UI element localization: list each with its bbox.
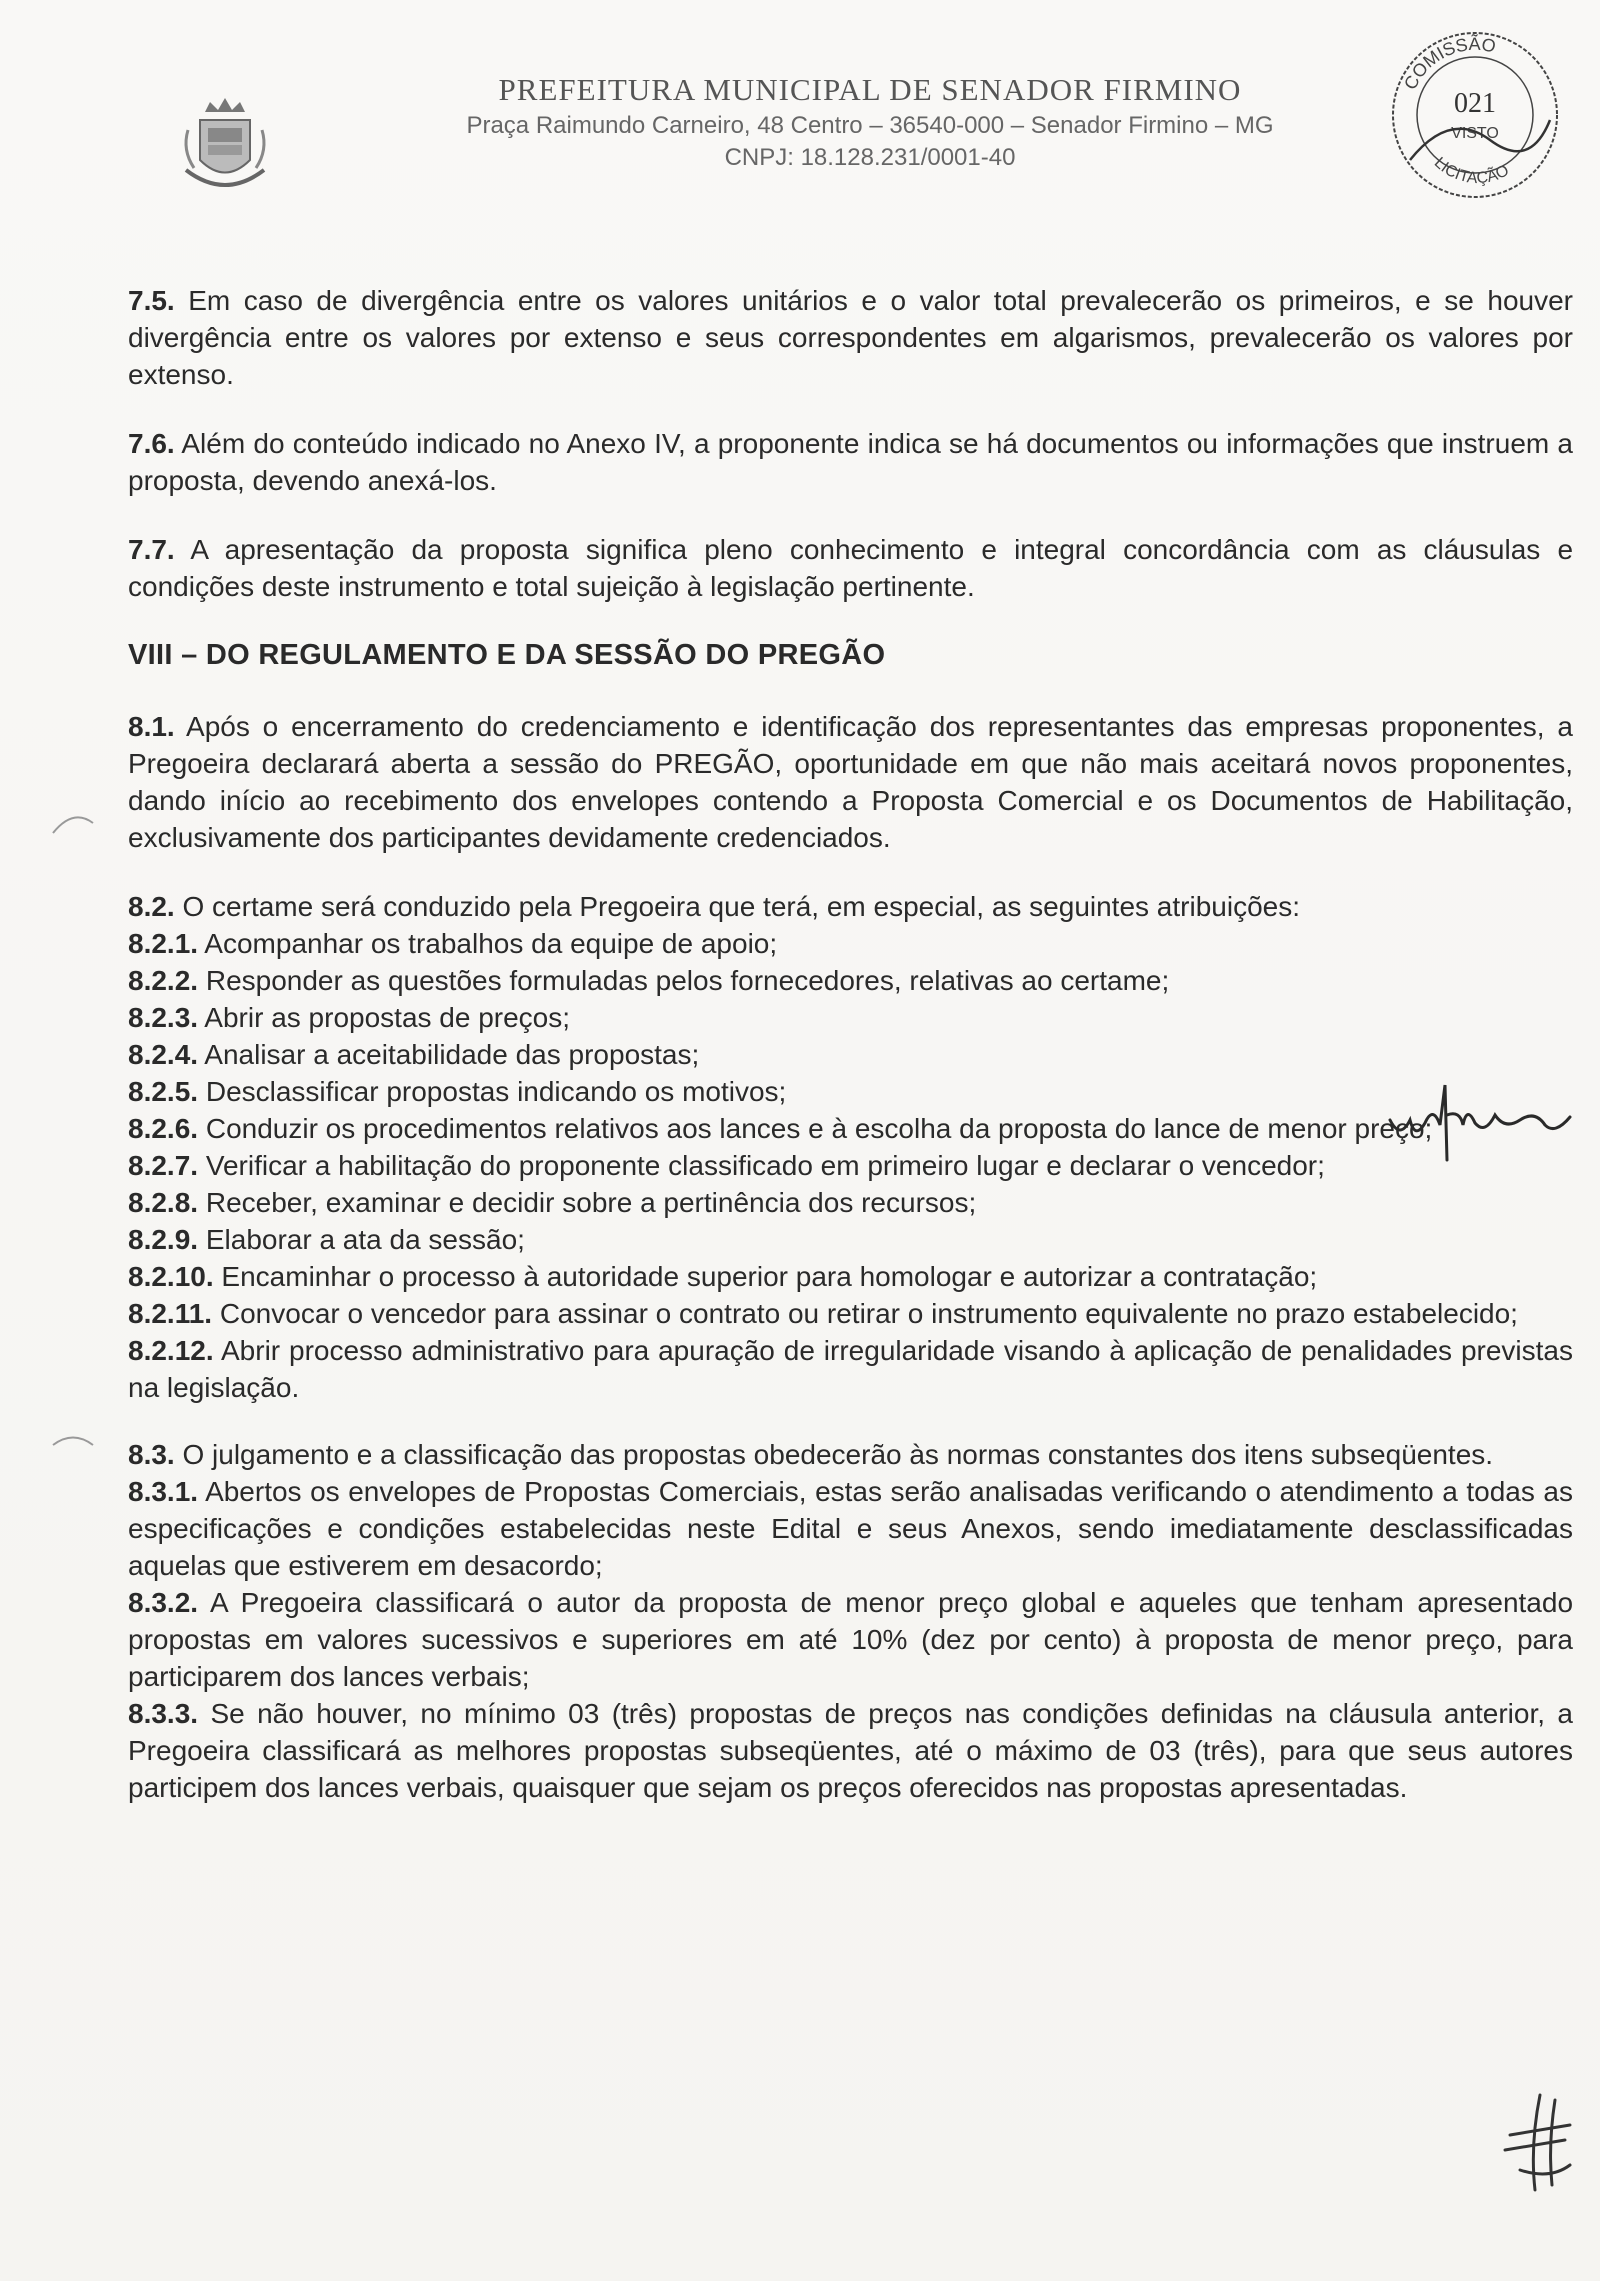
item-text: Conduzir os procedimentos relativos aos lances e à escolha da proposta do lance de menor preço;	[205, 1113, 1433, 1144]
item-text: Receber, examinar e decidir sobre a pertinência dos recursos;	[205, 1187, 977, 1218]
scan-margin-mark	[48, 1430, 98, 1460]
stamp-top-text: COMISSÃO	[1400, 33, 1498, 93]
item-number: 8.2.6.	[128, 1113, 199, 1144]
clause-text: O julgamento e a classificação das propostas obedecerão às normas constantes dos itens subseqüentes.	[182, 1439, 1494, 1470]
municipality-cnpj: CNPJ: 18.128.231/0001-40	[724, 144, 1016, 171]
list-item	[128, 1332, 1573, 1406]
item-number: 8.2.12.	[128, 1335, 214, 1366]
item-text: Abrir processo administrativo para apuração de irregularidade visando à aplicação de penalidades previstas na legislação.	[128, 1335, 1574, 1403]
clause-number: 8.1.	[128, 711, 175, 742]
stamp-bottom-text: LICITAÇÃO	[1430, 154, 1512, 188]
handwritten-initials-signature	[1385, 1065, 1575, 1175]
item-text: Verificar a habilitação do proponente classificado em primeiro lugar e declarar o vencedor;	[205, 1150, 1325, 1181]
clause-text: Além do conteúdo indicado no Anexo IV, a proponente indica se há documentos ou informações que instruem a proposta, devendo anexá-los.	[128, 428, 1573, 496]
item-text: Encaminhar o processo à autoridade superior para homologar e autorizar a contratação;	[221, 1261, 1318, 1292]
clause-number: 7.5.	[128, 285, 175, 316]
section-heading-viii: VIII – DO REGULAMENTO E DA SESSÃO DO PREGÃO	[128, 639, 886, 671]
item-text: Desclassificar propostas indicando os motivos;	[205, 1076, 787, 1107]
list-item	[128, 999, 1573, 1036]
item-text: Abertos os envelopes de Propostas Comerciais, estas serão analisadas verificando o atendimento a todas as especificações e condições estabelecidas neste Edital e seus Anexos, sendo imediatamente desclassificadas aquelas que estiverem em desacordo;	[128, 1476, 1573, 1581]
item-number: 8.2.8.	[128, 1187, 199, 1218]
item-text: Analisar a aceitabilidade das propostas;	[204, 1039, 700, 1070]
municipality-title: PREFEITURA MUNICIPAL DE SENADOR FIRMINO	[498, 72, 1242, 107]
handwritten-rubric-signature	[1500, 2085, 1580, 2195]
item-text: Convocar o vencedor para assinar o contrato ou retirar o instrumento equivalente no prazo estabelecido;	[219, 1298, 1518, 1329]
letterhead-text	[330, 70, 1410, 174]
clause-text: A apresentação da proposta significa pleno conhecimento e integral concordância com as cláusulas e condições deste instrumento e total sujeição à legislação pertinente.	[128, 534, 1574, 602]
municipality-address: Praça Raimundo Carneiro, 48 Centro – 36540-000 – Senador Firmino – MG	[466, 112, 1274, 139]
clause-number: 8.2.	[128, 891, 175, 922]
item-number: 8.2.11.	[128, 1298, 213, 1329]
clause-7-7	[128, 531, 1573, 605]
clause-number: 8.3.	[128, 1439, 175, 1470]
list-item	[128, 1584, 1573, 1695]
item-text: Responder as questões formuladas pelos fornecedores, relativas ao certame;	[205, 965, 1170, 996]
item-number: 8.3.1.	[128, 1476, 199, 1507]
letterhead	[180, 60, 1410, 210]
scan-margin-mark	[48, 808, 98, 838]
list-item	[128, 1147, 1573, 1184]
document-body	[128, 282, 1573, 1836]
list-item	[128, 1695, 1573, 1806]
list-item	[128, 1295, 1573, 1332]
item-text: A Pregoeira classificará o autor da proposta de menor preço global e aqueles que tenham apresentado propostas em valores sucessivos e superiores em até 10% (dez por cento) à proposta de menor preço, para participarem dos lances verbais;	[128, 1587, 1574, 1692]
item-text: Acompanhar os trabalhos da equipe de apoio;	[204, 928, 778, 959]
svg-text:LICITAÇÃO	[1431, 154, 1512, 187]
clause-7-5	[128, 282, 1573, 393]
item-number: 8.2.3.	[128, 1002, 199, 1033]
municipal-crest-icon	[180, 90, 270, 200]
clause-number: 7.6.	[128, 428, 175, 459]
list-item	[128, 1184, 1573, 1221]
item-number: 8.2.1.	[128, 928, 199, 959]
clause-number: 7.7.	[128, 534, 175, 565]
item-number: 8.3.2.	[128, 1587, 199, 1618]
clause-8-3	[128, 1436, 1573, 1473]
item-number: 8.2.7.	[128, 1150, 199, 1181]
item-number: 8.2.5.	[128, 1076, 199, 1107]
clause-7-6	[128, 425, 1573, 499]
commission-stamp	[1380, 20, 1570, 210]
list-item	[128, 962, 1573, 999]
item-number: 8.2.4.	[128, 1039, 199, 1070]
clause-text: Após o encerramento do credenciamento e identificação dos representantes das empresas proponentes, a Pregoeira declarará aberta a sessão do PREGÃO, oportunidade em que não mais aceitará novos proponentes, dando início ao recebimento dos envelopes contendo a Proposta Comercial e os Documentos de Habilitação, exclusivamente dos participantes devidamente credenciados.	[128, 711, 1573, 853]
list-item	[128, 925, 1573, 962]
clause-8-2-group	[128, 888, 1573, 1406]
item-number: 8.2.2.	[128, 965, 199, 996]
item-text: Elaborar a ata da sessão;	[205, 1224, 525, 1255]
item-text: Se não houver, no mínimo 03 (três) propostas de preços nas condições definidas na cláusula anterior, a Pregoeira classificará as melhores propostas subseqüentes, até o máximo de 03 (três), para que seus autores participem dos lances verbais, quaisquer que sejam os preços oferecidos nas propostas apresentadas.	[128, 1698, 1573, 1803]
clause-8-3-group	[128, 1436, 1573, 1806]
list-item	[128, 1221, 1573, 1258]
clause-text: O certame será conduzido pela Pregoeira que terá, em especial, as seguintes atribuições:	[182, 891, 1300, 922]
item-number: 8.2.9.	[128, 1224, 199, 1255]
list-item	[128, 1073, 1573, 1110]
list-item	[128, 1110, 1573, 1147]
item-number: 8.3.3.	[128, 1698, 199, 1729]
clause-8-1	[128, 708, 1573, 856]
stamp-number: 021	[1454, 88, 1496, 119]
list-item	[128, 1258, 1573, 1295]
clause-text: Em caso de divergência entre os valores unitários e o valor total prevalecerão os primeiros, e se houver divergência entre os valores por extenso e seus correspondentes em algarismos, prevalecerão os valores por extenso.	[128, 285, 1573, 390]
list-item	[128, 1036, 1573, 1073]
item-number: 8.2.10.	[128, 1261, 214, 1292]
clause-8-2	[128, 888, 1573, 925]
list-item	[128, 1473, 1573, 1584]
stamp-middle-text: VISTO	[1451, 125, 1499, 142]
item-text: Abrir as propostas de preços;	[204, 1002, 571, 1033]
